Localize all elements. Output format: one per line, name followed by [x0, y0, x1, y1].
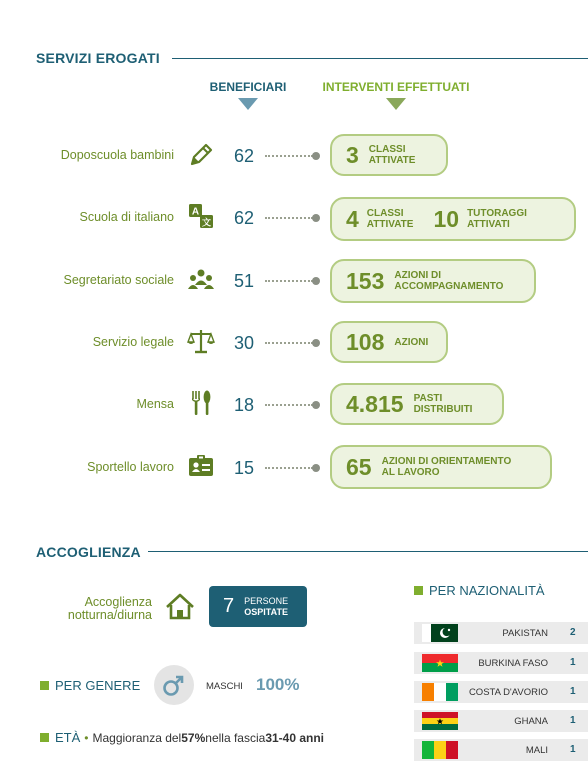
interventi-header: INTERVENTI EFFETTUATI	[322, 80, 470, 94]
interventi-arrow	[386, 98, 406, 110]
nationality-name: GHANA	[514, 716, 548, 727]
intervention-pill	[330, 134, 448, 176]
scales-icon	[186, 327, 216, 355]
connector-dot	[312, 401, 320, 409]
service-count: 18	[234, 395, 255, 415]
connector-dot	[312, 277, 320, 285]
connector-dot	[312, 152, 320, 160]
accoglienza-label-line: Accoglienza	[84, 595, 152, 609]
translate-icon	[186, 202, 216, 230]
accoglienza-label	[40, 596, 152, 622]
intervention-text: CLASSI ATTIVATE	[368, 144, 416, 166]
svg-text:A: A	[191, 206, 200, 218]
pakistan-flag-icon	[422, 624, 458, 642]
intervention-pill	[330, 197, 576, 241]
nazionalita-title: PER NAZIONALITÀ	[429, 583, 545, 598]
accoglienza-label-line: notturna/diurna	[67, 608, 152, 622]
accoglienza-section-title: ACCOGLIENZA	[36, 544, 141, 560]
beneficiari-header: BENEFICIARI	[209, 80, 287, 94]
eta-text: nella fascia	[205, 730, 266, 745]
connector-dots	[265, 217, 313, 219]
intervention-number: 4	[346, 205, 359, 232]
intervention-text: TUTORAGGI ATTIVATI	[467, 208, 527, 230]
service-count: 30	[234, 333, 255, 353]
nationality-row	[414, 681, 588, 703]
intervention-text: AZIONI	[394, 336, 429, 348]
intervention-pill	[330, 445, 552, 489]
nationality-row	[414, 739, 588, 761]
nationality-count: 2	[570, 627, 576, 638]
connector-dots	[265, 280, 313, 282]
service-count: 51	[234, 271, 255, 291]
connector-dots	[265, 404, 313, 406]
genere-header	[40, 678, 140, 693]
intervention-text: PASTI DISTRIBUITI	[413, 393, 473, 415]
eta-text: Maggioranza del	[92, 730, 182, 745]
eta-bullet: •	[84, 730, 89, 745]
service-count: 62	[234, 208, 255, 228]
service-label: Segretariato sociale	[63, 273, 174, 287]
people-icon	[186, 265, 216, 293]
service-count: 62	[234, 146, 255, 166]
bullet-square	[414, 586, 423, 595]
bullet-square	[40, 733, 49, 742]
beneficiari-arrow	[238, 98, 258, 110]
connector-dot	[312, 464, 320, 472]
eta-percent: 57%	[181, 730, 206, 745]
intervention-text: AZIONI DI ACCOMPAGNAMENTO	[394, 270, 504, 292]
house-icon	[164, 592, 196, 622]
nationality-count: 1	[570, 686, 576, 697]
intervention-number: 108	[346, 328, 385, 355]
nationality-name: COSTA D'AVORIO	[468, 687, 548, 698]
service-label: Sportello lavoro	[87, 460, 174, 474]
connector-dots	[265, 155, 313, 157]
intervention-pill	[330, 321, 448, 363]
eta-line	[40, 730, 324, 745]
service-label: Mensa	[136, 397, 174, 411]
mali-flag-icon	[422, 741, 458, 759]
section-divider	[148, 551, 588, 552]
section-divider	[172, 58, 588, 59]
guests-badge	[209, 586, 307, 627]
service-label: Doposcuola bambini	[60, 148, 174, 162]
intervention-text: CLASSI ATTIVATE	[366, 208, 414, 230]
intervention-number: 153	[346, 267, 385, 294]
intervention-pill	[330, 259, 536, 303]
service-label: Scuola di italiano	[79, 210, 174, 224]
nationality-name: BURKINA FASO	[478, 658, 548, 669]
guests-text	[244, 596, 288, 618]
eta-range: 31-40 anni	[265, 730, 325, 745]
ivory-coast-flag-icon	[422, 683, 458, 701]
svg-text:文: 文	[201, 217, 212, 228]
intervention-number: 3	[346, 141, 359, 168]
maschi-value: 100%	[256, 675, 300, 694]
nazionalita-header	[414, 583, 545, 598]
cutlery-icon	[186, 389, 216, 417]
ghana-flag-icon	[422, 712, 458, 730]
nationality-row	[414, 622, 588, 644]
nationality-count: 1	[570, 744, 576, 755]
id-card-icon	[186, 452, 216, 480]
pencil-icon	[186, 140, 216, 168]
nationality-row	[414, 652, 588, 674]
eta-title: ETÀ	[55, 730, 81, 745]
maschi-label: MASCHI	[206, 681, 243, 692]
connector-dot	[312, 339, 320, 347]
nationality-count: 1	[570, 657, 576, 668]
bullet-square	[40, 681, 49, 690]
service-count: 15	[234, 458, 255, 478]
guests-count: 7	[223, 595, 235, 617]
intervention-number: 10	[433, 205, 460, 232]
intervention-text: AZIONI DI ORIENTAMENTO AL LAVORO	[381, 456, 512, 478]
intervention-number: 4.815	[346, 390, 404, 417]
nationality-name: PAKISTAN	[502, 628, 548, 639]
intervention-pill	[330, 383, 504, 425]
guests-text-line: OSPITATE	[244, 606, 288, 617]
burkina-faso-flag-icon	[422, 654, 458, 672]
intervention-number: 65	[346, 453, 372, 480]
nationality-name: MALI	[525, 745, 548, 756]
connector-dot	[312, 214, 320, 222]
guests-text-line: PERSONE	[244, 595, 289, 606]
male-icon	[154, 665, 194, 705]
connector-dots	[265, 342, 313, 344]
servizi-section-title: SERVIZI EROGATI	[36, 50, 160, 66]
service-label: Servizio legale	[92, 335, 174, 349]
nationality-row	[414, 710, 588, 732]
nationality-count: 1	[570, 715, 576, 726]
connector-dots	[265, 467, 313, 469]
genere-title: PER GENERE	[55, 678, 141, 693]
